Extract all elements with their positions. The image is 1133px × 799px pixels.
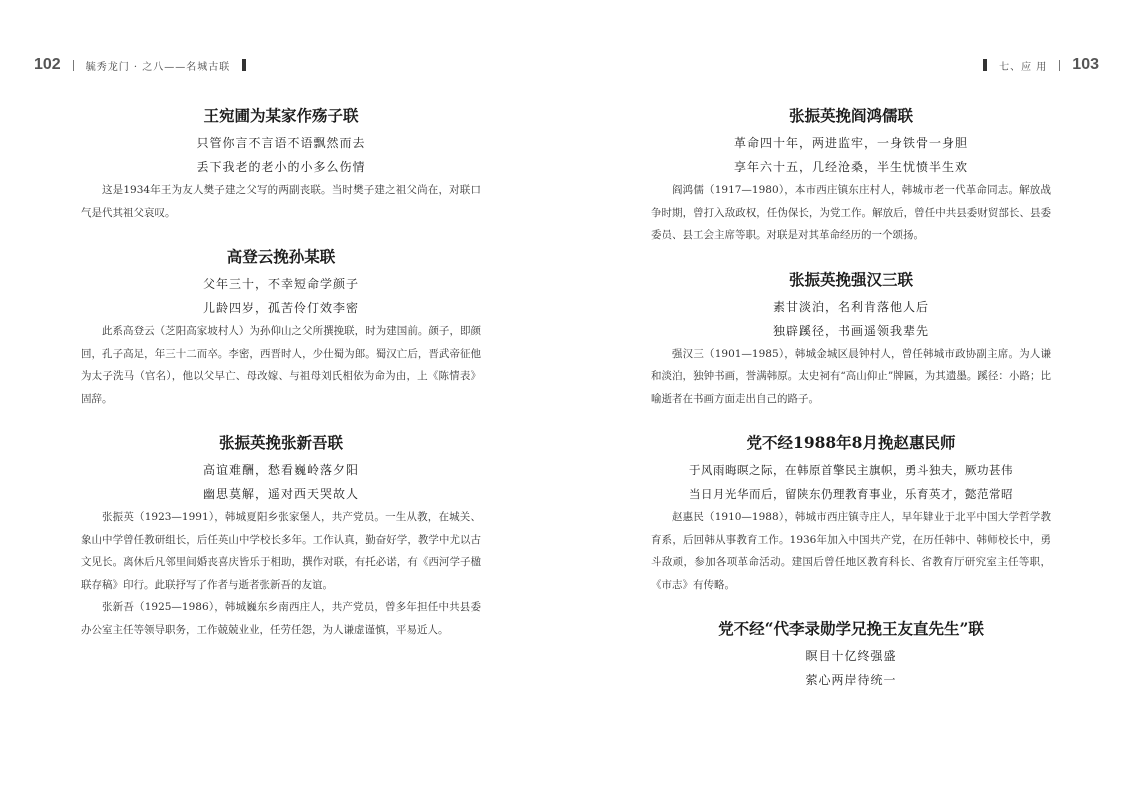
couplet-entry (81, 103, 481, 224)
header-divider (73, 60, 74, 71)
couplet-line: 幽思莫解，遥对西天哭故人 (202, 487, 359, 501)
running-header-title: 七、应 用 (999, 61, 1048, 73)
entry-paragraph: 阎鸿儒（1917—1980），本市西庄镇东庄村人，韩城市老一代革命同志。解放战争时期，曾打入敌政权，任伪保长，为党工作。解放后，曾任中共县委财贸部长、县委委员、县工会主席等职。对联是对其革命经历的一个颂扬。 (651, 184, 1051, 241)
couplet-entry (651, 616, 1051, 692)
couplet-line: 萦心两岸待统一 (805, 673, 897, 687)
couplet-entry (81, 244, 481, 410)
left-page-body (81, 103, 481, 661)
right-page (567, 0, 1133, 799)
couplet-line: 瞑目十亿终强盛 (805, 649, 897, 663)
entry-title: 党不经1988年8月挽赵惠民师 (746, 433, 956, 452)
entry-paragraph: 这是1934年王为友人樊子建之父写的两副丧联。当时樊子建之祖父尚在，对联口气是代其祖父哀叹。 (81, 184, 481, 219)
couplet-line: 父年三十，不幸短命学颜子 (202, 277, 359, 291)
entry-title: 王宛圃为某家作殇子联 (203, 106, 359, 125)
couplet-entry (81, 430, 481, 641)
entry-title: 张振英挽强汉三联 (788, 269, 913, 289)
entry-paragraph: 此系高登云（芝阳高家坡村人）为孙仰山之父所撰挽联，时为建国前。颜子，即颜回，孔子高足，年三十二而卒。李密，西晋时人，少仕蜀为郎。蜀汉亡后，晋武帝征他为太子洗马（官名），他以父早亡、母改嫁、与祖母刘氏相依为命为由，上《陈情表》固辞。 (81, 325, 481, 405)
couplet-line: 儿龄四岁，孤苦伶仃效李密 (202, 301, 359, 315)
couplet-line: 享年六十五，几经沧桑，半生忧愤半生欢 (733, 160, 968, 174)
couplet-line: 独辟蹊径，书画遥领我辈先 (772, 323, 929, 338)
couplet-entry (651, 267, 1051, 411)
couplet-line: 革命四十年，两进监牢，一身铁骨一身胆 (733, 136, 968, 150)
couplet-line: 素甘淡泊，名利肯落他人后 (772, 299, 929, 314)
entry-paragraph: 张新吾（1925—1986），韩城巍东乡南西庄人，共产党员，曾多年担任中共县委办公室主任等领导职务，工作兢兢业业，任劳任怨，为人谦虚谨慎，平易近人。 (81, 601, 481, 636)
entry-paragraph: 张振英（1923—1991），韩城夏阳乡张家堡人，共产党员。一生从教，在城关、象山中学曾任教研组长，后任英山中学校长多年。工作认真，勤奋好学，教学中尤以古文见长。离休后凡邻里间婚丧喜庆皆乐于相助，撰作对联，有托必诺，有《西河学子楹联存稿》印行。此联抒写了作者与逝者张新吾的友谊。 (81, 511, 481, 591)
entry-title: 张振英挽张新吾联 (218, 433, 343, 452)
entry-paragraph: 赵惠民（1910—1988），韩城市西庄镇寺庄人，早年肄业于北平中国大学哲学教育系，后回韩从事教育工作。1936年加入中国共产党，在历任韩中、韩师校长中，勇斗敌顽，参加各项革命活动。建国后曾任地区教育科长、省教育厅研究室主任等职，《市志》有传略。 (651, 511, 1051, 591)
couplet-line: 只管你言不言语不语飘然而去 (196, 136, 366, 150)
right-page-header (983, 55, 1099, 75)
entry-title: 张振英挽阎鸿儒联 (788, 106, 913, 125)
entry-paragraph: 强汉三（1901—1985），韩城金城区晨钟村人，曾任韩城市政协副主席。为人谦和淡泊，独钟书画，誉满韩原。太史祠有“高山仰止”牌匾，为其遗墨。蹊径：小路；比喻逝者在书画方面走出自己的路子。 (651, 347, 1051, 405)
entry-title: 党不经“代李录勋学兄挽王友直先生”联 (718, 619, 984, 638)
couplet-line: 高谊难酬，愁看巍岭落夕阳 (202, 463, 359, 477)
couplet-line: 丢下我老的老小的小多么伤情 (196, 160, 366, 174)
couplet-entry (651, 103, 1051, 247)
header-marker (242, 59, 246, 71)
couplet-line: 当日月光华而后，留陕东仍理教育事业，乐育英才，懿范常昭 (689, 487, 1013, 501)
page-number: 102 (34, 56, 61, 73)
page-number: 103 (1072, 56, 1099, 73)
header-divider (1059, 60, 1060, 71)
couplet-line: 于风雨晦暝之际，在韩原首擎民主旗帜，勇斗独夫，厥功甚伟 (689, 463, 1013, 477)
left-page (0, 0, 566, 799)
left-page-header (34, 55, 246, 75)
couplet-entry (651, 430, 1051, 596)
running-header-title: 毓秀龙门 · 之八——名城古联 (85, 61, 231, 73)
right-page-body (651, 103, 1051, 712)
entry-title: 高登云挽孙某联 (226, 247, 336, 266)
header-marker (983, 59, 987, 71)
